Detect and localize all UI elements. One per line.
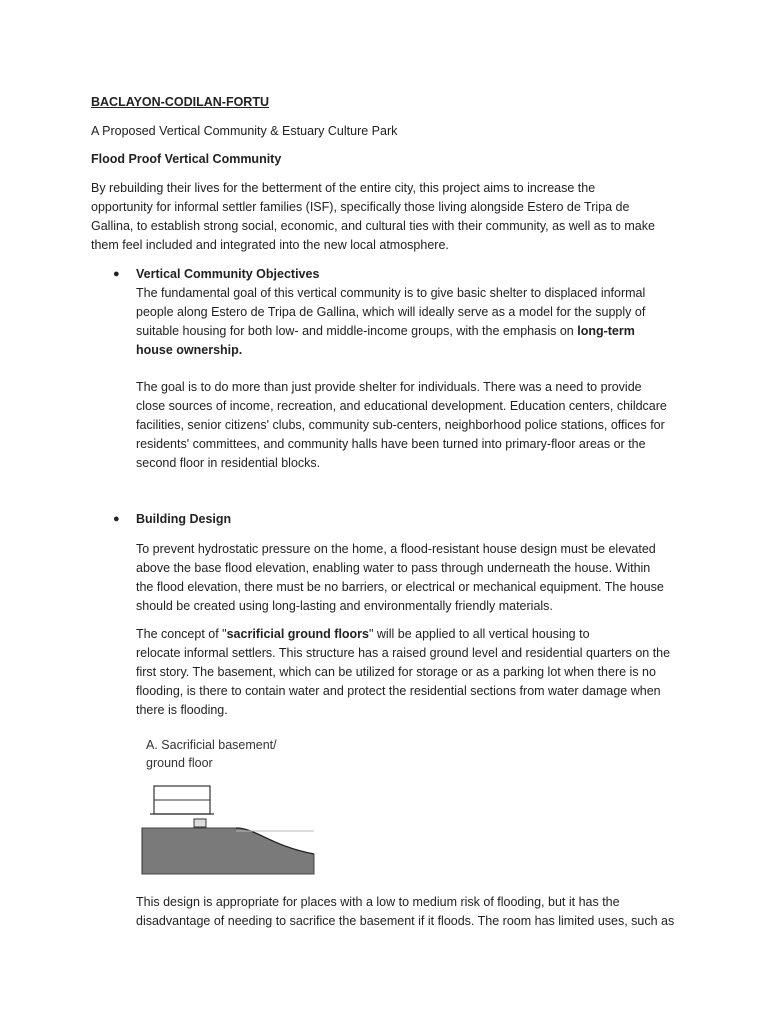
figure-caption-line-1: A. Sacrificial basement/: [146, 738, 277, 752]
intro-line-1: By rebuilding their lives for the betterment of the entire city, this project aims to increase the: [91, 181, 596, 195]
building-p1-line-4: should be created using long-lasting and environmentally friendly materials.: [136, 599, 553, 613]
bullet-icon: ●: [113, 268, 120, 280]
objectives-p2-line-2: close sources of income, recreation, and educational development. Education centers, childcare: [136, 399, 667, 413]
building-p2-line-5: there is flooding.: [136, 703, 228, 717]
ground-and-water: [142, 828, 314, 874]
sacrificial-basement-sketch: [136, 736, 316, 876]
building-p1-line-2: above the base flood elevation, enabling water to pass through underneath the house. Within: [136, 561, 651, 575]
building-p2-line-3: first story. The basement, which can be utilized for storage or as a parking lot when there is no: [136, 665, 656, 679]
bullet-icon: ●: [113, 513, 120, 525]
sacrificial-basement-figure: [136, 736, 316, 876]
objectives-p1-emphasis-a: long-term: [577, 324, 635, 338]
objectives-p2-line-1: The goal is to do more than just provide shelter for individuals. There was a need to provide: [136, 380, 642, 394]
objectives-p2-line-3: facilities, senior citizens' clubs, community sub-centers, neighborhood police stations, offices for: [136, 418, 665, 432]
objectives-p1-line-3: [136, 322, 635, 341]
building-p2-line-2: relocate informal settlers. This structure has a raised ground level and residential quarters on the: [136, 646, 671, 660]
intro-line-3: Gallina, to establish strong social, economic, and cultural ties with their community, as well as to make: [91, 219, 655, 233]
objectives-p1-emphasis-b: house ownership.: [136, 343, 243, 357]
document-subtitle: A Proposed Vertical Community & Estuary Culture Park: [91, 124, 398, 138]
car-icon: [194, 819, 206, 827]
building-p2-pre: The concept of ": [136, 627, 227, 641]
building-p2-line-4: flooding, is there to contain water and protect the residential sections from water damage when: [136, 684, 661, 698]
intro-line-2: opportunity for informal settler families (ISF), specifically those living alongside Estero de Tripa de: [91, 200, 630, 214]
objectives-p1-line-1: The fundamental goal of this vertical community is to give basic shelter to displaced informal: [136, 286, 646, 300]
objectives-p1-line-2: people along Estero de Tripa de Gallina, which will ideally serve as a model for the supply of: [136, 305, 646, 319]
objectives-p2-line-4: residents' committees, and community halls have been turned into primary-floor areas or the: [136, 437, 646, 451]
objectives-p1-line-3-text: suitable housing for both low- and middle-income groups, with the emphasis on: [136, 324, 578, 338]
section-heading: Flood Proof Vertical Community: [91, 152, 282, 166]
document-title: BACLAYON-CODILAN-FORTU: [91, 95, 269, 109]
intro-line-4: them feel included and integrated into the new local atmosphere.: [91, 238, 449, 252]
objectives-heading: Vertical Community Objectives: [136, 267, 320, 281]
building-p3-line-2: disadvantage of needing to sacrifice the basement if it floods. The room has limited uses, such as: [136, 914, 675, 928]
building-p2-post: " will be applied to all vertical housing to: [369, 627, 590, 641]
objectives-p2-line-5: second floor in residential blocks.: [136, 456, 321, 470]
building-p2-line-1: [136, 625, 590, 644]
building-p1-line-1: To prevent hydrostatic pressure on the home, a flood-resistant house design must be elevated: [136, 542, 656, 556]
building-p1-line-3: the flood elevation, there must be no barriers, or electrical or mechanical equipment. The house: [136, 580, 664, 594]
building-heading: Building Design: [136, 512, 232, 526]
figure-caption-line-2: ground floor: [146, 756, 213, 770]
building-p2-emphasis: sacrificial ground floors: [226, 627, 369, 641]
building-p3-line-1: This design is appropriate for places with a low to medium risk of flooding, but it has the: [136, 895, 620, 909]
